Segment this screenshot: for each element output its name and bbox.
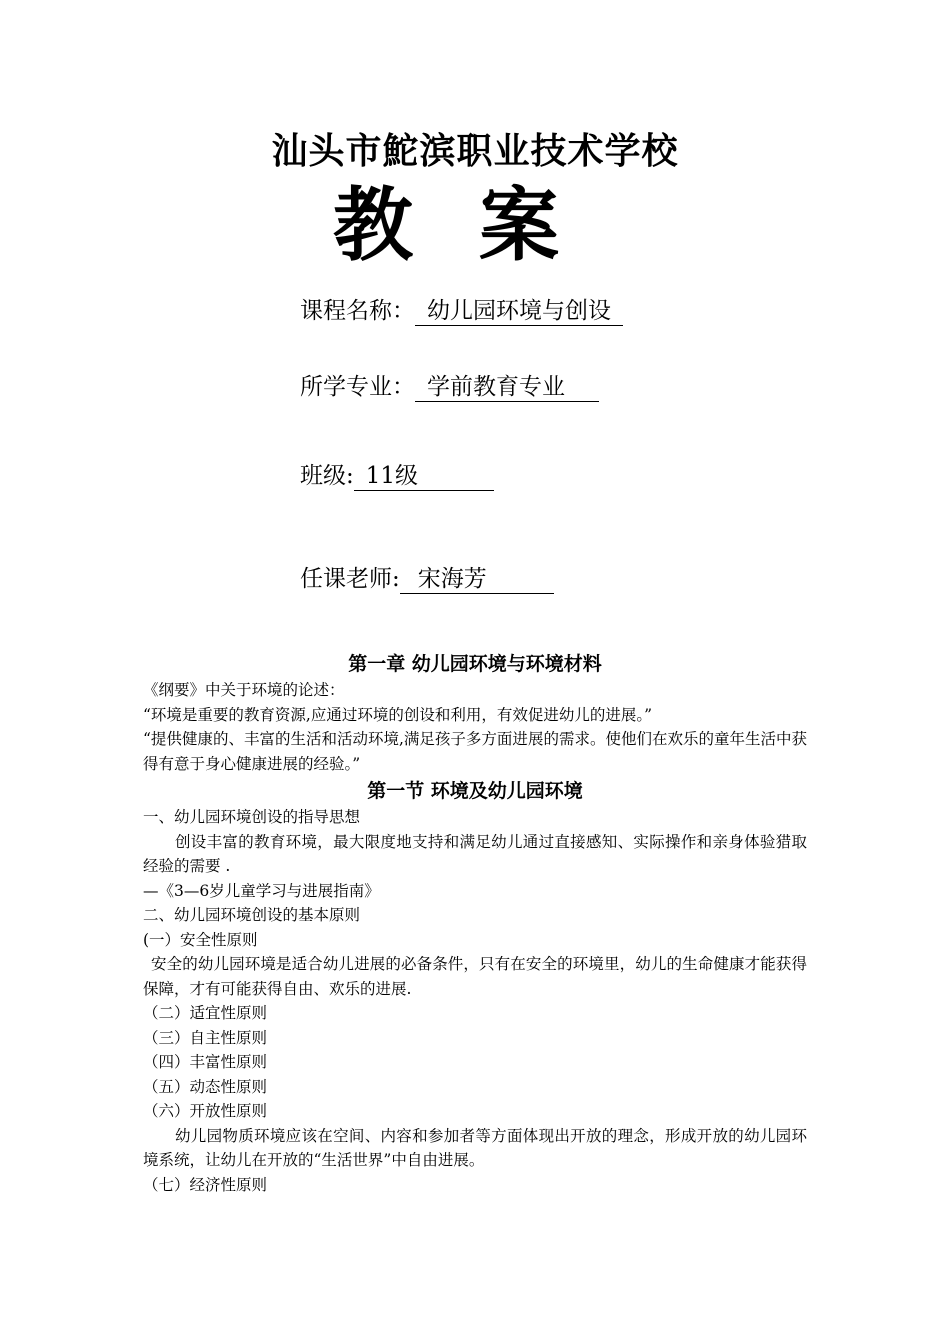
field-class (300, 460, 494, 492)
reference-line: —《3—6岁儿童学习与进展指南》 (143, 881, 380, 900)
document-title (333, 178, 559, 274)
list-item: （四）丰富性原则 (143, 1053, 268, 1071)
school-name: 汕头市鮀滨职业技术学校 (271, 131, 679, 172)
title-char-2: 案 (479, 179, 559, 272)
field-label: 课程名称： (300, 298, 415, 324)
section-title: 第一节 环境及幼儿园环境 (367, 780, 583, 802)
field-value: 宋海芳 (400, 565, 554, 594)
field-label: 所学专业： (300, 374, 415, 400)
field-teacher (300, 563, 554, 595)
paragraph: 创设丰富的教育环境，最大限度地支持和满足幼儿通过直接感知、实际操作和亲身体验猎取经验的需要 . (143, 832, 807, 875)
chapter-title: 第一章 幼儿园环境与环境材料 (348, 653, 602, 675)
field-value: 11级 (354, 462, 494, 491)
list-item: （二）适宜性原则 (143, 1004, 268, 1022)
field-course-name (300, 295, 623, 327)
field-label: 班级: (300, 463, 354, 489)
paragraph: 安全的幼儿园环境是适合幼儿进展的必备条件，只有在安全的环境里，幼儿的生命健康才能获得保障，才有可能获得自由、欢乐的进展. (143, 955, 807, 998)
list-item: （七）经济性原则 (143, 1175, 268, 1194)
field-value: 幼儿园环境与创设 (415, 297, 623, 326)
chapter-block (143, 650, 807, 776)
list-item: (一）安全性原则 (143, 930, 258, 949)
field-label: 任课老师: (300, 566, 400, 592)
quote-1: “环境是重要的教育资源,应通过环境的创设和利用，有效促进幼儿的进展。” (143, 705, 653, 724)
list-item: 二、幼儿园环境创设的基本原则 (143, 906, 361, 924)
list-item: 一、幼儿园环境创设的指导思想 (143, 808, 361, 826)
list-item: （六）开放性原则 (143, 1102, 268, 1120)
quote-2: “提供健康的、丰富的生活和活动环境,满足孩子多方面进展的需求。使他们在欢乐的童年生活中获得有意于身心健康进展的经验。” (143, 730, 807, 773)
title-char-1: 教 (333, 179, 413, 272)
field-major (300, 371, 599, 403)
list-item: （三）自主性原则 (143, 1028, 268, 1047)
field-value: 学前教育专业 (415, 373, 599, 402)
paragraph: 幼儿园物质环境应该在空间、内容和参加者等方面体现出开放的理念，形成开放的幼儿园环境系统，让幼儿在开放的“生活世界”中自由进展。 (143, 1126, 807, 1169)
list-item: （五）动态性原则 (143, 1077, 268, 1096)
section-block (143, 777, 807, 1197)
quote-intro: 《纲要》中关于环境的论述： (143, 681, 345, 699)
